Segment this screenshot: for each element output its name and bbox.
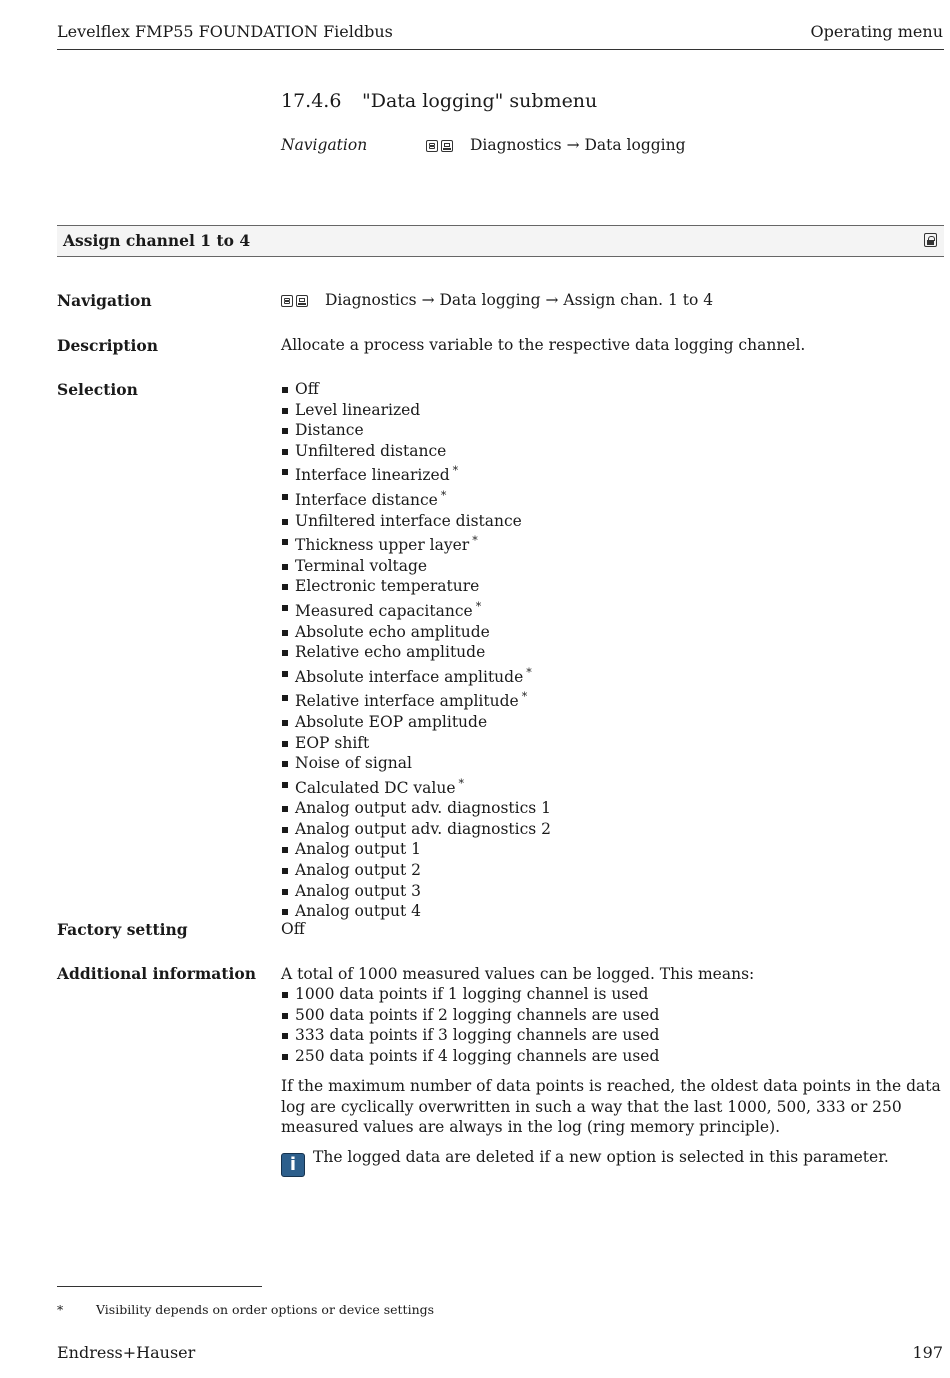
selection-option-text: Interface linearized: [295, 466, 450, 485]
selection-option-text: Analog output adv. diagnostics 1: [295, 799, 552, 818]
selection-list: [281, 379, 551, 922]
footnote-reference: *: [521, 690, 528, 704]
selection-option: [281, 774, 551, 799]
selection-option: [281, 441, 551, 462]
additional-info-intro: A total of 1000 measured values can be logged. This means:: [281, 965, 755, 983]
selection-option-text: Calculated DC value: [295, 778, 456, 797]
selection-option: [281, 687, 551, 712]
navigation-path: Diagnostics → Data logging → Assign chan. 1 to 4: [325, 291, 714, 309]
selection-option-text: Thickness upper layer: [295, 536, 470, 555]
additional-info-list: [281, 984, 659, 1066]
selection-option: [281, 901, 551, 922]
selection-option-text: Relative echo amplitude: [295, 643, 486, 662]
selection-option: [281, 486, 551, 511]
parameter-title: Assign channel 1 to 4: [63, 231, 251, 250]
selection-option-text: Absolute echo amplitude: [295, 622, 490, 641]
section-nav-label: Navigation: [281, 136, 368, 154]
selection-option: [281, 733, 551, 754]
selection-option-text: Analog output 1: [295, 840, 422, 859]
operating-keys-icon: [281, 293, 311, 311]
selection-list-container: [281, 379, 551, 922]
footnote-reference: *: [458, 776, 464, 790]
section-navigation: [281, 136, 686, 156]
footnote-reference: *: [475, 599, 482, 613]
selection-label: Selection: [57, 380, 138, 399]
selection-option: [281, 753, 551, 774]
selection-option: [281, 881, 551, 902]
selection-option-text: EOP shift: [295, 733, 370, 752]
footnote-reference: *: [472, 534, 478, 548]
additional-info-item: 1000 data points if 1 logging channel is used: [281, 984, 659, 1005]
parameter-title-bar: [57, 225, 944, 257]
description-text: Allocate a process variable to the respective data logging channel.: [281, 336, 806, 354]
selection-option: [281, 622, 551, 643]
selection-option-text: Relative interface amplitude: [295, 692, 519, 711]
factory-setting-label: Factory setting: [57, 920, 188, 939]
info-note-text: The logged data are deleted if a new option is selected in this parameter.: [313, 1148, 889, 1166]
additional-info-item: 250 data points if 4 logging channels are used: [281, 1046, 659, 1067]
selection-option: [281, 798, 551, 819]
header-rule: [57, 49, 944, 50]
selection-option-text: Analog output 4: [295, 902, 422, 921]
selection-option-text: Noise of signal: [295, 754, 412, 773]
selection-option-text: Analog output adv. diagnostics 2: [295, 819, 552, 838]
navigation-row: [281, 291, 713, 311]
additional-info-paragraph: If the maximum number of data points is reached, the oldest data points in the data log are cyclically overwritten in such a way that the last 1000, 500, 333 or 250 measured values are always in the log (ring memory principle).: [281, 1077, 941, 1137]
selection-option: [281, 576, 551, 597]
selection-option: [281, 712, 551, 733]
description-label: Description: [57, 336, 159, 355]
selection-option: [281, 597, 551, 622]
factory-setting-value: Off: [281, 920, 305, 938]
selection-option-text: Off: [295, 380, 319, 398]
selection-option: [281, 556, 551, 577]
navigation-label: Navigation: [57, 291, 152, 310]
selection-option-text: Level linearized: [295, 400, 421, 419]
selection-option-text: Unfiltered distance: [295, 441, 447, 460]
section-nav-path: Diagnostics → Data logging: [470, 136, 686, 154]
selection-option: [281, 642, 551, 663]
selection-option: [281, 461, 551, 486]
additional-info-item: 500 data points if 2 logging channels are used: [281, 1005, 659, 1026]
footnote-text: Visibility depends on order options or device settings: [96, 1302, 435, 1317]
page-number: 197: [912, 1343, 943, 1362]
selection-option-text: Electronic temperature: [295, 577, 480, 596]
selection-option-text: Analog output 3: [295, 881, 422, 900]
footer-brand: Endress+Hauser: [57, 1343, 196, 1362]
section-title: "Data logging" submenu: [362, 90, 598, 112]
selection-option: [281, 420, 551, 441]
selection-option-text: Terminal voltage: [295, 556, 428, 575]
footnote-reference: *: [526, 665, 532, 679]
additional-info-list-container: [281, 984, 659, 1066]
running-header-right: Operating menu: [810, 22, 943, 41]
lock-icon: [924, 233, 937, 247]
footnote-mark: *: [57, 1302, 64, 1317]
section-heading: [281, 90, 597, 112]
selection-option: [281, 511, 551, 532]
running-header-left: Levelflex FMP55 FOUNDATION Fieldbus: [57, 22, 393, 41]
footnote-reference: *: [452, 464, 459, 478]
selection-option-text: Distance: [295, 421, 364, 440]
selection-option: [281, 663, 551, 688]
selection-option-text: Analog output 2: [295, 861, 422, 880]
selection-option-text: Absolute EOP amplitude: [295, 712, 488, 731]
selection-option: [281, 860, 551, 881]
section-number: 17.4.6: [281, 90, 342, 112]
operating-keys-icon: [426, 138, 456, 156]
footnote-reference: *: [440, 488, 447, 502]
info-icon: i: [281, 1153, 305, 1177]
selection-option: [281, 400, 551, 421]
selection-option: [281, 379, 551, 400]
selection-option-text: Interface distance: [295, 490, 438, 509]
additional-info-item: 333 data points if 3 logging channels are used: [281, 1025, 659, 1046]
selection-option-text: Absolute interface amplitude: [295, 667, 524, 686]
selection-option: [281, 839, 551, 860]
selection-option: [281, 531, 551, 556]
additional-info-label: Additional information: [57, 964, 257, 983]
selection-option-text: Measured capacitance: [295, 601, 473, 620]
selection-option: [281, 819, 551, 840]
footnote-rule: [57, 1286, 262, 1287]
selection-option-text: Unfiltered interface distance: [295, 511, 522, 530]
info-note: [281, 1148, 889, 1177]
